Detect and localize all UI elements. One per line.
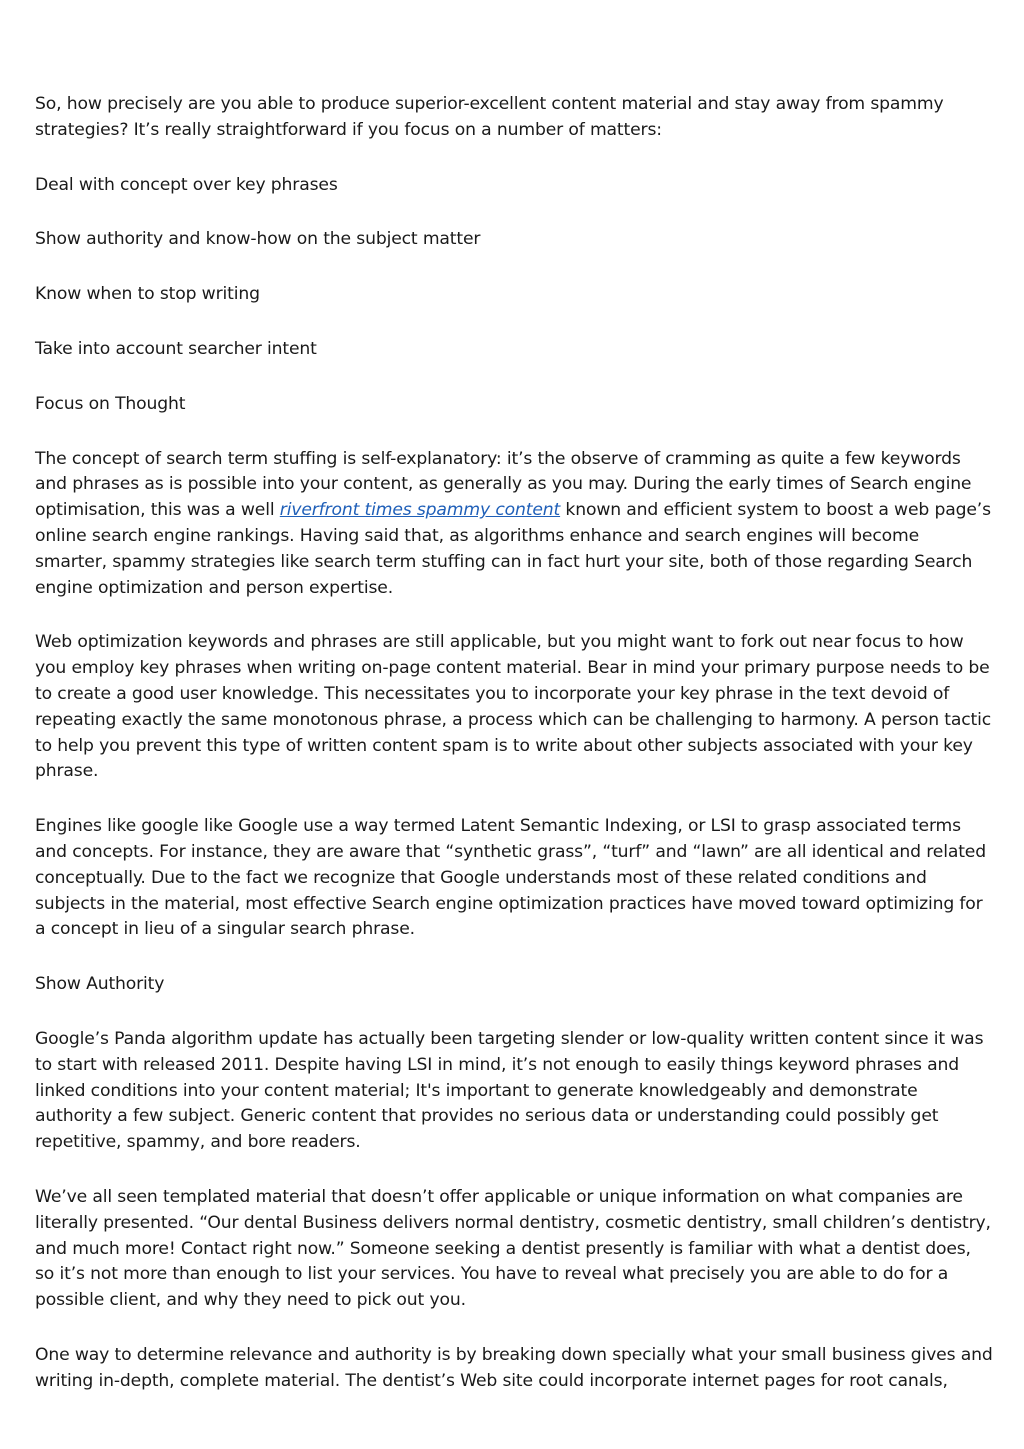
- document-body: [35, 92, 995, 1423]
- point-authority: Show authority and know-how on the subject matter: [35, 229, 481, 250]
- point-stop-writing: Know when to stop writing: [35, 284, 260, 305]
- intro-paragraph: So, how precisely are you able to produce superior-excellent content material and stay away from spammy strategies? It’s really straightforward if you focus on a number of matters:: [35, 94, 944, 140]
- point-searcher-intent: Take into account searcher intent: [35, 338, 317, 359]
- paragraph-relevance: One way to determine relevance and authority is by breaking down specially what your small business gives and writing in-depth, complete material. The dentist’s Web site could incorporate internet pages for root canals,: [35, 1344, 993, 1391]
- section-heading-authority: Show Authority: [35, 974, 165, 995]
- section-heading-thought: Focus on Thought: [35, 393, 186, 414]
- paragraph-panda: Google’s Panda algorithm update has actually been targeting slender or low-quality written content since it was to start with released 2011. Despite having LSI in mind, it’s not enough to easily things keyword phrases and linked conditions into your content material; It's important to generate knowledgeably and demonstrate authority a few subject. Generic content that provides no serious data or understanding could possibly get repetitive, spammy, and bore readers.: [35, 1028, 984, 1153]
- point-concept: Deal with concept over key phrases: [35, 174, 338, 195]
- paragraph-templated-material: We’ve all seen templated material that doesn’t offer applicable or unique information on what companies are literally presented. “Our dental Business delivers normal dentistry, cosmetic dentistry, small children’s dentistry, and much more! Contact right now.” Someone seeking a dentist presently is familiar with what a dentist does, so it’s not more than enough to list your services. You have to reveal what precisely you are able to do for a possible client, and why they need to pick out you.: [35, 1186, 991, 1311]
- paragraph-lsi: Engines like google like Google use a way termed Latent Semantic Indexing, or LSI to grasp associated terms and concepts. For instance, they are aware that “synthetic grass”, “turf” and “lawn” are all identical and related conceptually. Due to the fact we recognize that Google understands most of these related conditions and subjects in the material, most effective Search engine optimization practices have moved toward optimizing for a concept in lieu of a singular search phrase.: [35, 816, 986, 940]
- paragraph-keyword-stuffing-start: The concept of search term stuffing is self-explanatory: it’s the observe of cramming as quite a few keywords and phrases as is possible into your content, as generally as you may. During the early times of Search engine optimisation, this was a well: [35, 448, 972, 521]
- riverfront-times-link[interactable]: riverfront times spammy content: [279, 500, 561, 521]
- paragraph-optimization-keywords: Web optimization keywords and phrases are still applicable, but you might want to fork out near focus to how you employ key phrases when writing on-page content material. Bear in mind your primary purpose needs to be to create a good user knowledge. This necessitates you to incorporate your key phrase in the text devoid of repeating exactly the same monotonous phrase, a process which can be challenging to harmony. A person tactic to help you prevent this type of written content spam is to write about other subjects associated with your key phrase.: [35, 632, 992, 782]
- paragraph-keyword-stuffing: [35, 447, 995, 602]
- paragraph-keyword-stuffing-end: known and efficient system to boost a web page’s online search engine rankings. Having said that, as algorithms enhance and search engines will become smarter, spammy strategies like search term stuffing can in fact hurt your site, both of those regarding Search engine optimization and person expertise.: [35, 500, 991, 598]
